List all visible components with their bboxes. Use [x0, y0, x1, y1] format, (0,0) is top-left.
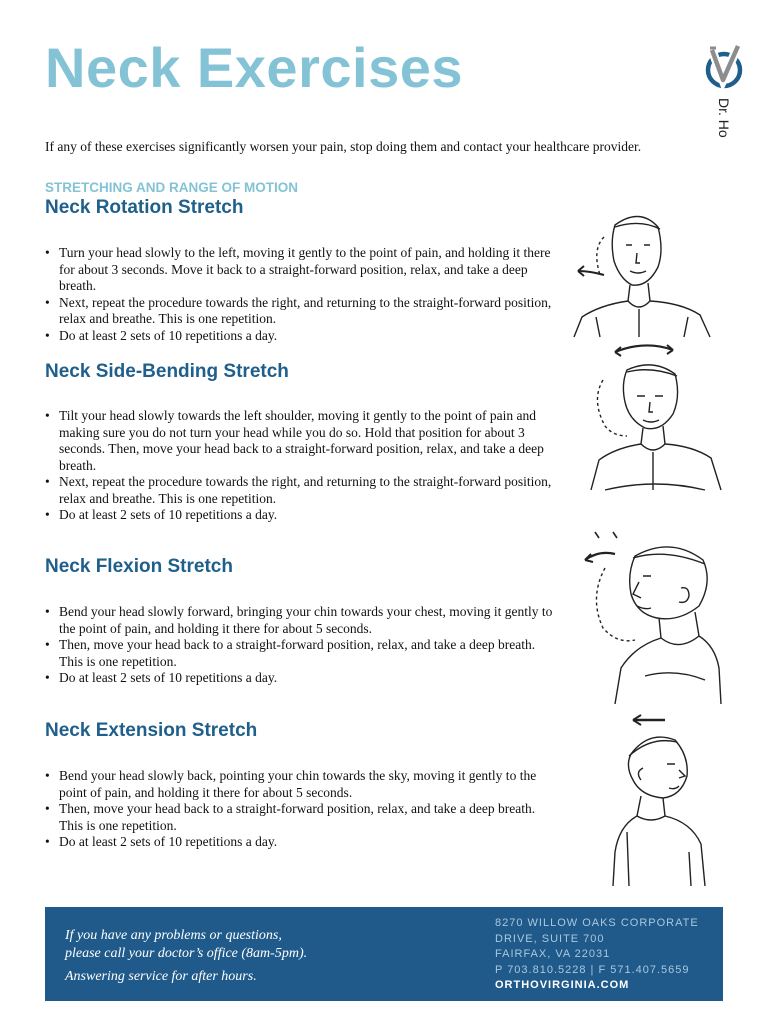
neck-flexion-illustration — [575, 528, 725, 708]
exercise-steps-side-bending — [45, 408, 560, 524]
list-item: • Do at least 2 sets of 10 repetitions a day. — [45, 328, 560, 345]
phone-fax: P 703.810.5228 | F 571.407.5659 — [495, 963, 690, 976]
list-item: • Then, move your head back to a straight-forward position, relax, and take a deep breath. This is one repetition. — [45, 801, 560, 834]
address-line: FAIRFAX, VA 22031 — [495, 948, 611, 960]
ortho-virginia-check-logo-icon — [704, 44, 744, 94]
list-item: • Next, repeat the procedure towards the right, and returning to the straight-forward position, relax and breathe. This is one repetition. — [45, 295, 560, 328]
exercise-steps-extension — [45, 768, 560, 851]
neck-rotation-illustration — [560, 205, 722, 340]
section-category: STRETCHING AND RANGE OF MOTION — [45, 180, 298, 195]
neck-side-bending-illustration — [575, 340, 730, 502]
footer-line: If you have any problems or questions, — [65, 928, 282, 943]
page-title: Neck Exercises — [45, 36, 464, 99]
exercise-steps-flexion — [45, 604, 560, 687]
exercise-title-rotation: Neck Rotation Stretch — [45, 197, 244, 218]
list-item: • Turn your head slowly to the left, moving it gently to the point of pain, and holding it there for about 3 seconds. Move it back to a straight-forward position, relax, and take a deep breath. — [45, 245, 560, 295]
footer-line: please call your doctor’s office (8am-5pm). — [65, 946, 308, 961]
address-line: DRIVE, SUITE 700 — [495, 932, 605, 945]
list-item: • Next, repeat the procedure towards the right, and returning to the straight-forward position, relax and breathe. This is one repetition. — [45, 474, 560, 507]
footer-line: Answering service for after hours. — [65, 969, 257, 984]
list-item: • Do at least 2 sets of 10 repetitions a day. — [45, 670, 560, 687]
exercise-title-extension: Neck Extension Stretch — [45, 720, 258, 741]
intro-warning: If any of these exercises significantly worsen your pain, stop doing them and contact your healthcare provider. — [45, 139, 642, 154]
list-item: • Then, move your head back to a straight-forward position, relax, and take a deep breath. This is one repetition. — [45, 637, 560, 670]
list-item: • Do at least 2 sets of 10 repetitions a day. — [45, 507, 560, 524]
address-line: 8270 WILLOW OAKS CORPORATE — [495, 917, 699, 929]
website-link[interactable]: ORTHOVIRGINIA.COM — [495, 979, 630, 991]
footer-address — [495, 916, 699, 994]
exercise-title-side-bending: Neck Side-Bending Stretch — [45, 361, 289, 382]
exercise-title-flexion: Neck Flexion Stretch — [45, 556, 233, 577]
list-item: • Bend your head slowly forward, bringing your chin towards your chest, moving it gently to the point of pain, and holding it there for about 5 seconds. — [45, 604, 560, 637]
list-item: • Tilt your head slowly towards the left shoulder, moving it gently to the point of pain and making sure you do not turn your head while you do so. Hold that position for about 3 seconds. Then, move your head back to a straight-forward position, relax, and take a deep breath. — [45, 408, 560, 474]
doctor-name: Dr. Ho — [716, 98, 732, 138]
list-item: • Do at least 2 sets of 10 repetitions a day. — [45, 834, 560, 851]
list-item: • Bend your head slowly back, pointing your chin towards the sky, moving it gently to the point of pain, and holding it there for about 5 seconds. — [45, 768, 560, 801]
neck-extension-illustration — [605, 712, 725, 890]
exercise-steps-rotation — [45, 245, 560, 344]
footer-contact-panel — [45, 907, 723, 1001]
footer-message — [65, 927, 307, 986]
